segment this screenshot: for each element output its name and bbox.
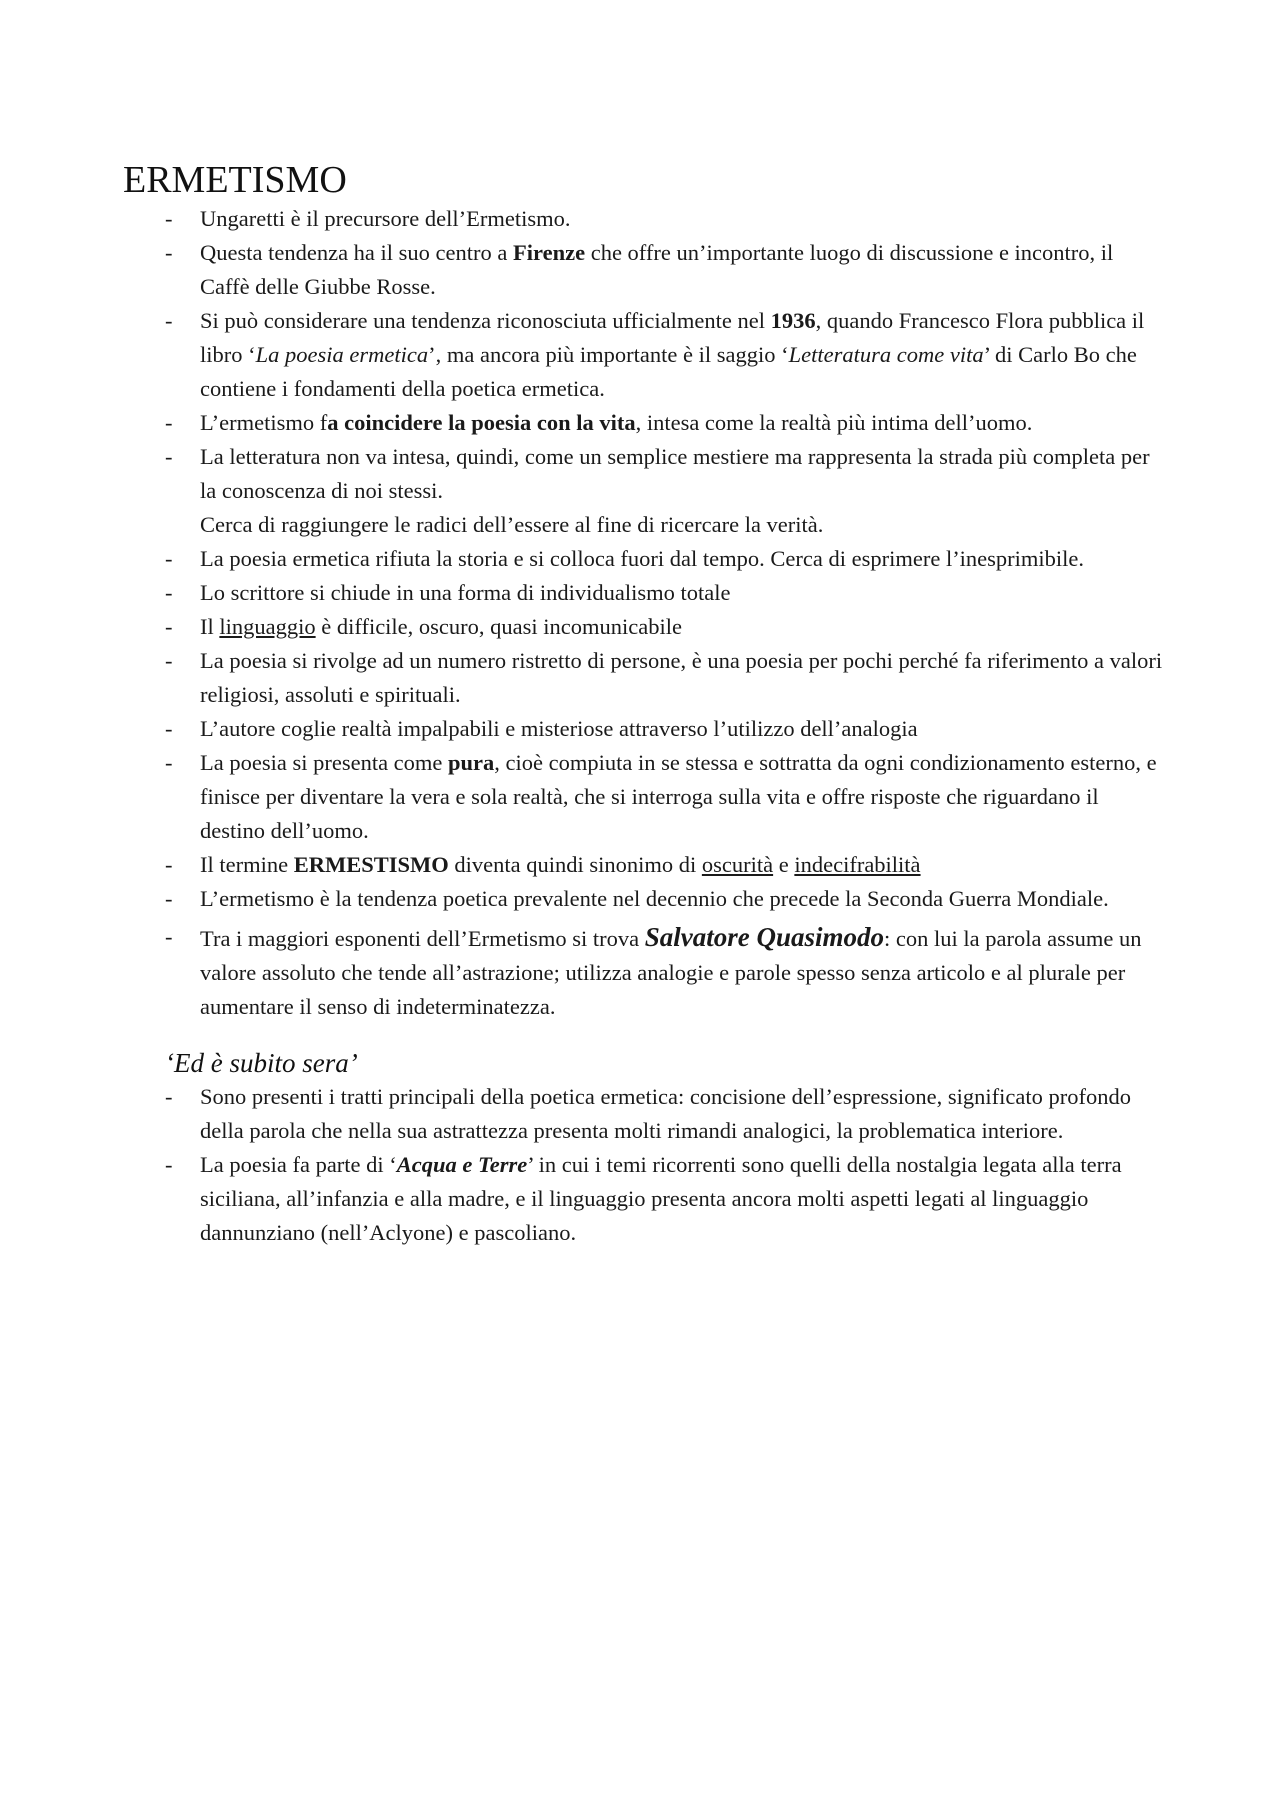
list-item: - La letteratura non va intesa, quindi, come un semplice mestiere ma rappresenta la strada più completa per la conoscenza di noi stessi. Cerca di raggiungere le radici dell’essere al fine di ricercare la verità. (123, 440, 1163, 542)
bold-text: a coincidere la poesia con la vita (327, 410, 636, 435)
list-item: - La poesia fa parte di ‘Acqua e Terre’ in cui i temi ricorrenti sono quelli della nostalgia legata alla terra siciliana, all’infanzia e alla madre, e il linguaggio presenta ancora molti aspetti legati al linguaggio dannunziano (nell’Aclyone) e pascoliano. (123, 1148, 1163, 1250)
list-item: - Sono presenti i tratti principali della poetica ermetica: concisione dell’espressione, significato profondo della parola che nella sua astrattezza presenta molti rimandi analogici, la problematica interiore. (123, 1080, 1163, 1148)
document-content (123, 158, 1163, 1250)
list-item: - La poesia ermetica rifiuta la storia e si colloca fuori dal tempo. Cerca di esprimere l’inesprimibile. (123, 542, 1163, 576)
italic-title: Letteratura come vita (788, 342, 984, 367)
underlined-text: linguaggio (219, 614, 316, 639)
continuation-line: Cerca di raggiungere le radici dell’essere al fine di ricercare la verità. (200, 512, 824, 537)
secondary-bullet-list (123, 1080, 1163, 1250)
bold-text: ERMESTISMO (293, 852, 449, 877)
bold-text: pura (448, 750, 495, 775)
list-item: - Il linguaggio è difficile, oscuro, quasi incomunicabile (123, 610, 1163, 644)
list-item: - La poesia si presenta come pura, cioè compiuta in se stessa e sottratta da ogni condizionamento esterno, e finisce per diventare la vera e sola realtà, che si interroga sulla vita e offre risposte che riguardano il destino dell’uomo. (123, 746, 1163, 848)
section-subtitle: ‘Ed è subito sera’ (165, 1048, 358, 1078)
italic-title: La poesia ermetica (255, 342, 429, 367)
list-item: - L’ermetismo è la tendenza poetica prevalente nel decennio che precede la Seconda Guerra Mondiale. (123, 882, 1163, 916)
list-item: - Lo scrittore si chiude in una forma di individualismo totale (123, 576, 1163, 610)
main-bullet-list (123, 202, 1163, 1024)
list-item: - Il termine ERMESTISMO diventa quindi sinonimo di oscurità e indecifrabilità (123, 848, 1163, 882)
underlined-text: indecifrabilità (794, 852, 921, 877)
bold-text: 1936 (770, 308, 816, 333)
underlined-text: oscurità (701, 852, 774, 877)
list-item: - La poesia si rivolge ad un numero ristretto di persone, è una poesia per pochi perché fa riferimento a valori religiosi, assoluti e spirituali. (123, 644, 1163, 712)
list-item: - Si può considerare una tendenza riconosciuta ufficialmente nel 1936, quando Francesco Flora pubblica il libro ‘La poesia ermetica’, ma ancora più importante è il saggio ‘Letteratura come vita’ di Carlo Bo che contiene i fondamenti della poetica ermetica. (123, 304, 1163, 406)
list-item: - L’autore coglie realtà impalpabili e misteriose attraverso l’utilizzo dell’analogia (123, 712, 1163, 746)
page-title: ERMETISMO (123, 159, 347, 201)
collection-title: Acqua e Terre (396, 1152, 528, 1177)
list-item: - Tra i maggiori esponenti dell’Ermetismo si trova Salvatore Quasimodo: con lui la parola assume un valore assoluto che tende all’astrazione; utilizza analogie e parole spesso senza articolo e al plurale per aumentare il senso di indeterminatezza. (123, 920, 1163, 1024)
list-item: - Questa tendenza ha il suo centro a Firenze che offre un’importante luogo di discussione e incontro, il Caffè delle Giubbe Rosse. (123, 236, 1163, 304)
bold-text: Firenze (513, 240, 586, 265)
list-item: - Ungaretti è il precursore dell’Ermetismo. (123, 202, 1163, 236)
list-item: - L’ermetismo fa coincidere la poesia con la vita, intesa come la realtà più intima dell’uomo. (123, 406, 1163, 440)
author-name: Salvatore Quasimodo (644, 922, 885, 952)
